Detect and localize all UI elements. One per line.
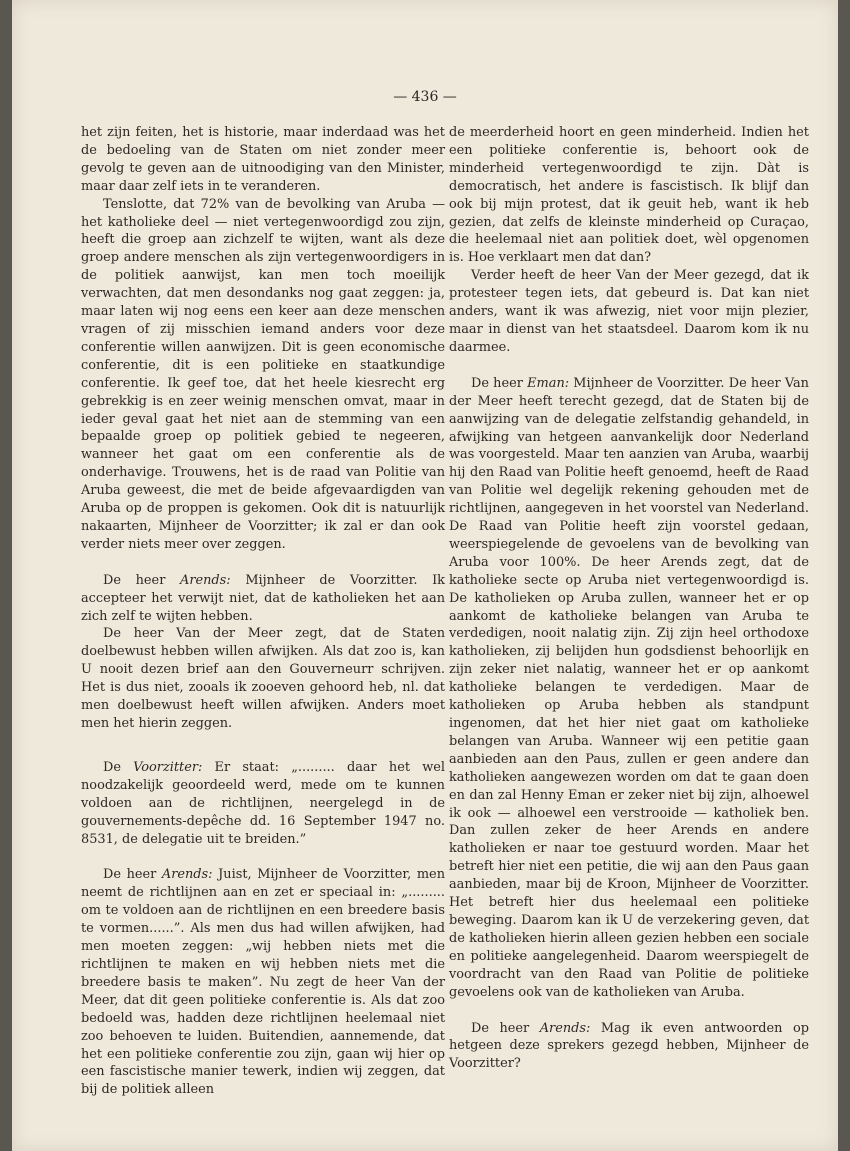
right-column	[449, 124, 809, 1073]
text: Mag ik even antwoorden op hetgeen deze sprekers gezegd hebben, Mijnheer de Voorzitter?	[449, 1020, 809, 1072]
text: Juist, Mijnheer de Voorzitter, men neemt de richtlijnen aan en zet er speciaal in: „......... om te voldoen aan de richtlijnen en een breedere basis te vormen......”. Als men dus had willen afwijken, had men moeten zeggen: „wij hebben niets met die richtlijnen te maken en wij hebben niets met die breedere basis te maken”. Nu zegt de heer Van der Meer, dat dit geen politieke conferentie is. Als dat zoo bedoeld was, hadden deze richtlijnen heelemaal niet zoo behoeven te luiden. Buitendien, aannemende, dat het een politieke conferentie zou zijn, gaan wij hier op een fascistische manier tewerk, indien wij zeggen, dat bij de politiek alleen	[81, 867, 445, 1098]
speech-paragraph	[449, 1020, 809, 1074]
text: Mijnheer de Voorzitter. De heer Van der Meer heeft terecht gezegd, dat de Staten bij de aanwijzing van de delegatie zelfstandig gehandeld, in afwijking van hetgeen aanvankelijk door Nederland was voorgesteld. Maar ten aanzien van Aruba, waarbij hij den Raad van Politie heeft genoemd, heeft de Raad van Politie wel degelijk rekening gehouden met de richtlijnen, aangegeven in het voorstel van Nederland. De Raad van Politie heeft zijn voorstel gedaan, weerspiegelende de gevoelens van de bevolking van Aruba voor 100%. De heer Arends zegt, dat de katholieke secte op Aruba niet vertegenwoordigd is. De katholieken op Aruba zullen, wanneer het er op aankomt de katholieke belangen van Aruba te verdedigen, nooit nalatig zijn. Zij zijn heel orthodoxe katholieken, zij belijden hun godsdienst behoorlijk en zijn zeker niet nalatig, wanneer het er op aankomt katholieke belangen te verdedigen. Maar de katholieken op Aruba hebben als standpunt ingenomen, dat het hier niet gaat om katholieke belangen van Aruba. Wanneer wij een petitie gaan aanbieden aan den Paus, zullen er geen andere dan katholieken aangewezen worden om dat te gaan doen en dan zal Henny Eman er zeker niet bij zijn, alhoewel ik ook — alhoewel een verstrooide — katholiek ben. Dan zullen zeker de heer Arends en andere katholieken er naar toe gestuurd worden. Maar het betreft hier niet een petitie, die wij aan den Paus gaan aanbieden, maar bij de Kroon, Mijnheer de Voorzitter. Het betreft hier dus heelemaal een politieke beweging. Daarom kan ik U de verzekering geven, dat de katholieken hierin alleen gezien hebben een sociale en politieke aangelegenheid. Daarom weerspiegelt de voordracht van den Raad van Politie de politieke gevoelens ook van de katholieken van Aruba.	[449, 375, 809, 1000]
speech-paragraph	[81, 759, 445, 849]
paragraph: het zijn feiten, het is historie, maar inderdaad was het de bedoeling van de Staten om niet zonder meer gevolg te geven aan de uitnoodiging van den Minister, maar daar zelf iets in te veranderen.	[81, 125, 445, 194]
speech-paragraph	[81, 572, 445, 626]
text: De heer	[471, 1020, 540, 1036]
paragraph: De heer Van der Meer zegt, dat de Staten doelbewust hebben willen afwijken. Als dat zoo is, kan U nooit dezen brief aan den Gouverneurr schrijven. Het is dus niet, zooals ik zooeven gehoord heb, nl. dat men doelbewust heeft willen afwijken. Anders moet men het hierin zeggen.	[81, 626, 445, 731]
paragraph: de meerderheid hoort en geen minderheid. Indien het een politieke conferentie is, behoort ook de minderheid vertegenwoordigd te zijn. Dàt is democratisch, het andere is fascistisch. Ik blijf dan ook bij mijn protest, dat ik geuit heb, want ik heb gezien, dat zelfs de kleinste minderheid op Curaçao, die heelemaal niet aan politiek doet, wèl opgenomen is. Hoe verklaart men dat dan?	[449, 125, 809, 266]
speaker-name: Eman:	[527, 375, 570, 391]
document-page	[12, 0, 838, 1151]
speaker-name: Arends:	[180, 572, 231, 588]
text: Er staat: „......... daar het wel noodzakelijk geoordeeld werd, mede om te kunnen voldoen aan de richtlijnen, neergelegd in de gouvernements-depêche dd. 16 September 1947 no. 8531, de delegatie uit te breiden.”	[81, 759, 445, 847]
text: De heer	[471, 375, 528, 391]
paragraph: Tenslotte, dat 72% van de bevolking van Aruba — het katholieke deel — niet vertegenwoordigd zou zijn, heeft die groep aan zichzelf te wijten, want als deze groep andere menschen als zijn vertegenwoordigers in de politiek aanwijst, kan men toch moeilijk verwachten, dat men desondanks nog gaat zeggen: ja, maar laten wij nog eens een keer aan deze menschen vragen of zij misschien iemand anders voor deze conferentie willen aanwijzen. Dit is geen economische conferentie, dit is een politieke en staatkundige conferentie. Ik geef toe, dat het heele kiesrecht erg gebrekkig is en zeer weinig menschen omvat, maar in ieder geval gaat het niet aan de stemming van een bepaalde groep op politiek gebied te negeeren, wanneer het gaat om een conferentie als de onderhavige. Trouwens, het is de raad van Politie van Aruba geweest, die met de beide afgevaardigden van Aruba op de proppen is gekomen. Ook dit is natuurlijk nakaarten, Mijnheer de Voorzitter; ik zal er dan ook verder niets meer over zeggen.	[81, 196, 445, 552]
page-number: — 436 —	[393, 89, 457, 105]
speaker-name: Voorzitter:	[133, 759, 203, 775]
paragraph: Verder heeft de heer Van der Meer gezegd, dat ik protesteer tegen iets, dat gebeurd is. Dat kan niet anders, want ik was afwezig, niet voor mijn plezier, maar in dienst van het staatsdeel. Daarom kom ik nu daarmee.	[449, 268, 809, 355]
speaker-name: Arends:	[539, 1020, 591, 1036]
left-column	[81, 124, 445, 1099]
speech-paragraph	[449, 375, 809, 1002]
text: Mijnheer de Voorzitter. Ik accepteer het verwijt niet, dat de katholieken het aan zich zelf te wijten hebben.	[81, 572, 445, 624]
speaker-name: Arends:	[161, 867, 213, 883]
text: De heer	[103, 867, 162, 883]
speech-paragraph	[81, 866, 445, 1099]
text: De	[103, 759, 134, 775]
text: De heer	[103, 572, 181, 588]
